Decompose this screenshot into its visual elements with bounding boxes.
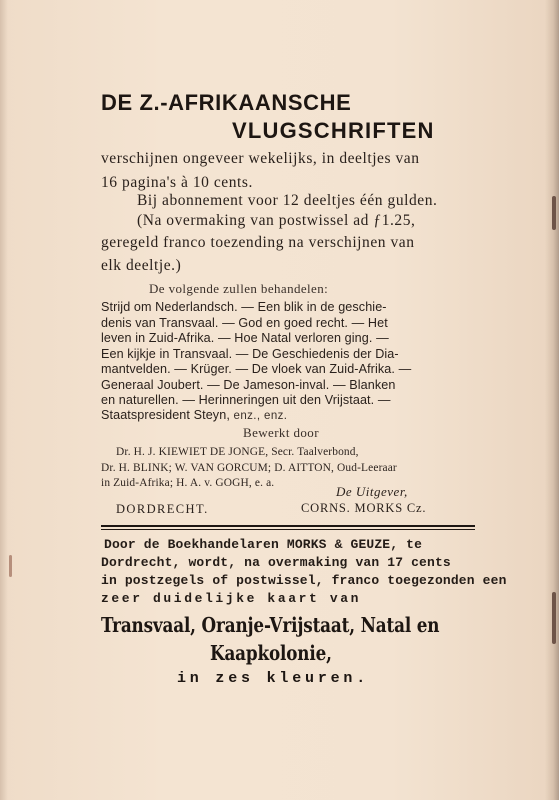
intro-line-2: 16 pagina's à 10 cents. — [101, 174, 253, 191]
publisher-role: De Uitgever, — [336, 484, 408, 499]
section-divider-thin — [101, 529, 475, 530]
intro-line-4: (Na overmaking van postwissel ad ƒ1.25, — [137, 212, 416, 229]
topics-heading: De volgende zullen behandelen: — [149, 281, 329, 296]
topics-line-8-text: Staatspresident Steyn, — [101, 408, 230, 422]
ad-line-2: Dordrecht, wordt, na overmaking van 17 cents — [101, 555, 451, 570]
topics-line-5: mantvelden. — Krüger. — De vloek van Zuid-Afrika. — — [101, 362, 412, 376]
page-right-edge-shadow — [545, 0, 559, 800]
intro-line-3: Bij abonnement voor 12 deeltjes één gulden. — [137, 192, 438, 209]
topics-line-1: Strijd om Nederlandsch. — Een blik in de geschie- — [101, 300, 387, 314]
publisher-city: DORDRECHT. — [116, 502, 209, 516]
credits-line-3: in Zuid-Afrika; H. A. v. GOGH, e. a. — [101, 477, 275, 489]
intro-line-1: verschijnen ongeveer wekelijks, in deeltjes van — [101, 150, 420, 167]
title-line-2: VLUGSCHRIFTEN — [232, 118, 435, 143]
ad-line-4: zeer duidelijke kaart van — [101, 591, 362, 606]
topics-line-2: denis van Transvaal. — God en goed recht. — Het — [101, 316, 388, 330]
topics-line-4: Een kijkje in Transvaal. — De Geschiedenis der Dia- — [101, 347, 399, 361]
topics-line-6: Generaal Joubert. — De Jameson-inval. — Blanken — [101, 378, 396, 392]
map-title-line-2: Kaapkolonie, — [210, 641, 332, 665]
topics-etc: enz., enz. — [233, 410, 288, 422]
section-divider-thick — [101, 525, 475, 527]
binding-staple-bottom — [552, 592, 556, 644]
ad-line-1: Door de Boekhandelaren MORKS & GEUZE, te — [104, 537, 423, 552]
intro-line-6: elk deeltje.) — [101, 257, 182, 274]
topics-line-7: en naturellen. — Herinneringen uit den Vrijstaat. — — [101, 393, 391, 407]
binding-staple-top — [552, 196, 556, 230]
page-left-edge-shadow — [0, 0, 8, 800]
topics-line-8 — [101, 408, 287, 422]
credits-heading: Bewerkt door — [243, 425, 319, 440]
publisher-name: CORNS. MORKS Cz. — [301, 501, 427, 515]
map-colors-note: in zes kleuren. — [177, 670, 370, 687]
map-title-line-1: Transvaal, Oranje-Vrijstaat, Natal en — [101, 613, 440, 637]
topics-line-3: leven in Zuid-Afrika. — Hoe Natal verloren ging. — — [101, 331, 389, 345]
paper-mark — [9, 555, 12, 577]
credits-line-2: Dr. H. BLINK; W. VAN GORCUM; D. AITTON, Oud-Leeraar — [101, 462, 397, 474]
intro-line-5: geregeld franco toezending na verschijnen van — [101, 234, 415, 251]
ad-line-3: in postzegels of postwissel, franco toegezonden een — [101, 573, 507, 588]
credits-line-1: Dr. H. J. KIEWIET DE JONGE, Secr. Taalverbond, — [116, 446, 359, 458]
title-line-1: DE Z.-AFRIKAANSCHE — [101, 90, 352, 115]
